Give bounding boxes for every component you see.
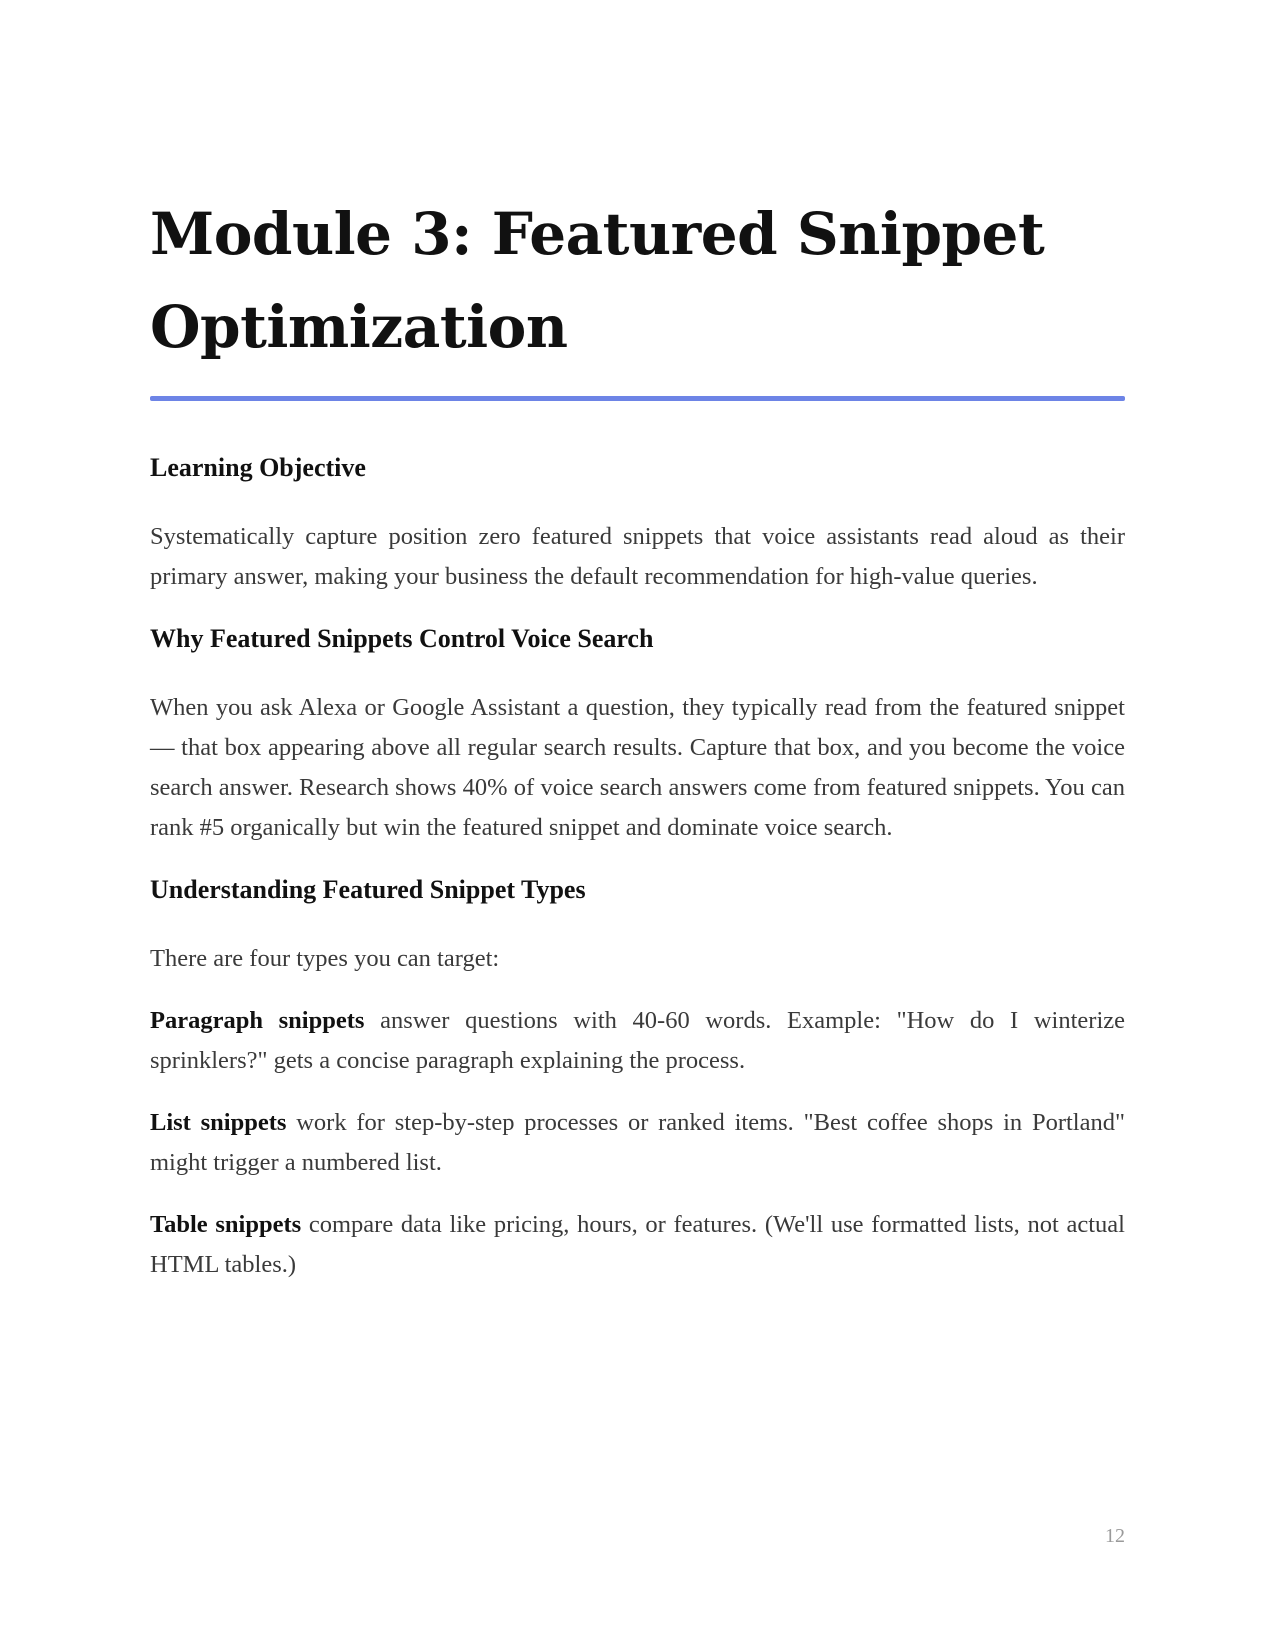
snippet-types-intro: There are four types you can target: <box>150 945 500 972</box>
document-body <box>150 448 1125 1307</box>
title-divider <box>150 396 1125 401</box>
section-heading-why-snippets: Why Featured Snippets Control Voice Search <box>150 624 654 653</box>
table-snippet-term: Table snippets <box>150 1211 302 1238</box>
list-snippet-text: work for step-by-step processes or ranked items. "Best coffee shops in Portland" might trigger a numbered list. <box>150 1109 1125 1176</box>
section-heading-snippet-types: Understanding Featured Snippet Types <box>150 875 586 904</box>
paragraph-snippet-description <box>150 1001 1125 1081</box>
paragraph-snippet-text: answer questions with 40-60 words. Example: "How do I winterize sprinklers?" gets a concise paragraph explaining the process. <box>150 1007 1125 1074</box>
learning-objective-paragraph: Systematically capture position zero featured snippets that voice assistants read aloud as their primary answer, making your business the default recommendation for high-value queries. <box>150 523 1125 590</box>
page-title: Module 3: Featured Snippet Optimization <box>150 200 1045 361</box>
table-snippet-text: compare data like pricing, hours, or features. (We'll use formatted lists, not actual HTML tables.) <box>150 1211 1125 1278</box>
list-snippet-term: List snippets <box>150 1109 287 1136</box>
why-snippets-paragraph: When you ask Alexa or Google Assistant a question, they typically read from the featured snippet — that box appearing above all regular search results. Capture that box, and you become the voice search answer. Research shows 40% of voice search answers come from featured snippets. You can rank #5 organically but win the featured snippet and dominate voice search. <box>150 694 1125 841</box>
paragraph-snippet-term: Paragraph snippets <box>150 1007 365 1034</box>
page-number: 12 <box>1105 1525 1125 1547</box>
list-snippet-description <box>150 1103 1125 1183</box>
section-heading-learning-objective: Learning Objective <box>150 453 366 482</box>
table-snippet-description <box>150 1205 1125 1285</box>
